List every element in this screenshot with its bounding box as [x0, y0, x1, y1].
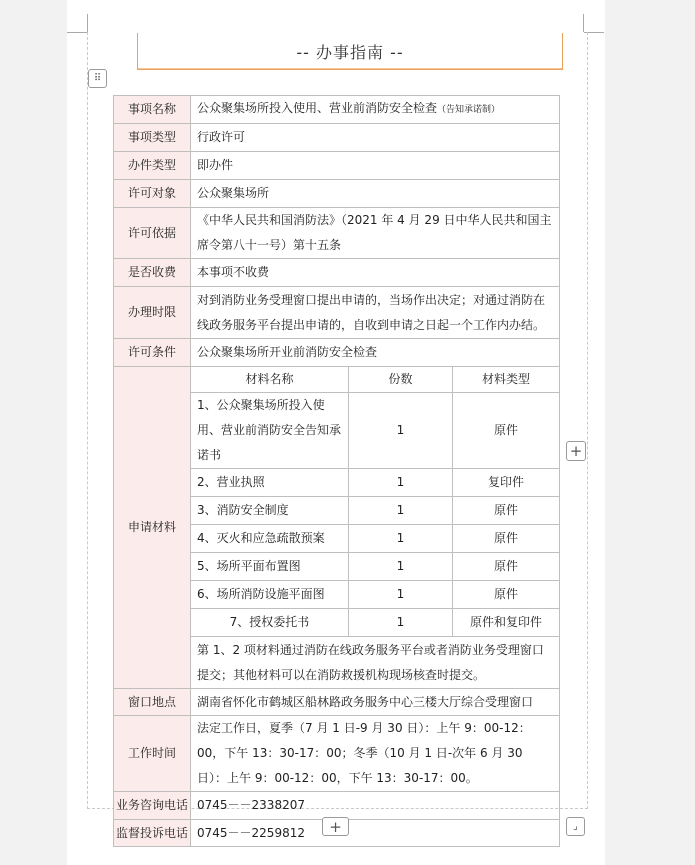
page-header[interactable]	[137, 33, 563, 70]
move-handle-icon: ⠿	[93, 73, 102, 84]
material-kind[interactable]: 原件	[453, 581, 560, 609]
row-label: 许可依据	[114, 208, 191, 259]
table-row	[114, 180, 560, 208]
row-label: 许可对象	[114, 180, 191, 208]
material-count[interactable]: 1	[349, 393, 453, 469]
materials-header: 材料类型	[453, 367, 560, 393]
materials-header: 份数	[349, 367, 453, 393]
material-count[interactable]: 1	[349, 525, 453, 553]
add-row-button[interactable]	[322, 817, 349, 836]
table-move-handle[interactable]	[88, 69, 107, 88]
page-title: -- 办事指南 --	[296, 42, 404, 62]
plus-icon: +	[329, 817, 342, 836]
row-value[interactable]: 对到消防业务受理窗口提出申请的，当场作出决定；对通过消防在线政务服务平台提出申请的，自收到申请之日起一个工作内办结。	[191, 287, 560, 339]
table-row	[114, 716, 560, 792]
materials-header: 材料名称	[191, 367, 349, 393]
material-kind[interactable]: 原件和复印件	[453, 609, 560, 637]
table-row	[114, 287, 560, 339]
table-row	[114, 124, 560, 152]
row-label: 许可条件	[114, 339, 191, 367]
row-label: 事项类型	[114, 124, 191, 152]
crop-mark	[583, 14, 584, 32]
material-name[interactable]: 6、场所消防设施平面图	[191, 581, 349, 609]
table-row	[114, 339, 560, 367]
add-column-button[interactable]	[566, 441, 586, 461]
row-label: 是否收费	[114, 259, 191, 287]
row-value[interactable]: 即办件	[191, 152, 560, 180]
row-value[interactable]: 《中华人民共和国消防法》（2021 年 4 月 29 日中华人民共和国主席令第八十一号）第十五条	[191, 208, 560, 259]
material-count[interactable]: 1	[349, 553, 453, 581]
row-label: 办理时限	[114, 287, 191, 339]
row-value[interactable]: 0745－－2338207	[191, 792, 560, 820]
row-value[interactable]: 法定工作日，夏季（7 月 1 日-9 月 30 日）：上午 9：00-12：00，下午 13：30-17：00；冬季（10 月 1 日-次年 6 月 30 日）：上午 9：00-12：00，下午 13：30-17：00。	[191, 716, 560, 792]
row-value[interactable]: 行政许可	[191, 124, 560, 152]
resize-icon: ⌟	[573, 821, 578, 832]
row-value[interactable]: 公众聚集场所开业前消防安全检查	[191, 339, 560, 367]
material-kind[interactable]: 原件	[453, 525, 560, 553]
row-value[interactable]: 公众聚集场所投入使用、营业前消防安全检查（告知承诺制）	[191, 96, 560, 124]
row-label: 业务咨询电话	[114, 792, 191, 820]
row-label: 申请材料	[114, 367, 191, 689]
material-name[interactable]: 7、授权委托书	[191, 609, 349, 637]
materials-header-row	[114, 367, 560, 393]
crop-mark	[87, 14, 88, 32]
row-value[interactable]: 本事项不收费	[191, 259, 560, 287]
material-count[interactable]: 1	[349, 497, 453, 525]
material-name[interactable]: 2、营业执照	[191, 469, 349, 497]
row-label: 办件类型	[114, 152, 191, 180]
materials-note[interactable]: 第 1、2 项材料通过消防在线政务服务平台或者消防业务受理窗口提交；其他材料可以在消防救援机构现场核查时提交。	[191, 637, 560, 689]
table-resize-handle[interactable]	[566, 817, 585, 836]
crop-mark	[67, 32, 87, 33]
row-label: 工作时间	[114, 716, 191, 792]
row-value[interactable]: 湖南省怀化市鹤城区船林路政务服务中心三楼大厅综合受理窗口	[191, 689, 560, 716]
row-value[interactable]: 0745－－2259812	[191, 820, 560, 847]
material-count[interactable]: 1	[349, 581, 453, 609]
table-row	[114, 689, 560, 716]
material-count[interactable]: 1	[349, 609, 453, 637]
table-row	[114, 208, 560, 259]
material-kind[interactable]: 原件	[453, 497, 560, 525]
material-name[interactable]: 5、场所平面布置图	[191, 553, 349, 581]
guide-table[interactable]	[113, 95, 560, 847]
row-label: 窗口地点	[114, 689, 191, 716]
table-row	[114, 259, 560, 287]
row-label: 事项名称	[114, 96, 191, 124]
material-name[interactable]: 1、公众聚集场所投入使用、营业前消防安全告知承诺书	[191, 393, 349, 469]
material-kind[interactable]: 原件	[453, 553, 560, 581]
table-row	[114, 152, 560, 180]
material-kind[interactable]: 原件	[453, 393, 560, 469]
row-value[interactable]: 公众聚集场所	[191, 180, 560, 208]
material-kind[interactable]: 复印件	[453, 469, 560, 497]
plus-icon: +	[569, 442, 583, 460]
material-name[interactable]: 4、灭火和应急疏散预案	[191, 525, 349, 553]
row-label: 监督投诉电话	[114, 820, 191, 847]
material-name[interactable]: 3、消防安全制度	[191, 497, 349, 525]
table-row	[114, 96, 560, 124]
table-row	[114, 792, 560, 820]
material-count[interactable]: 1	[349, 469, 453, 497]
